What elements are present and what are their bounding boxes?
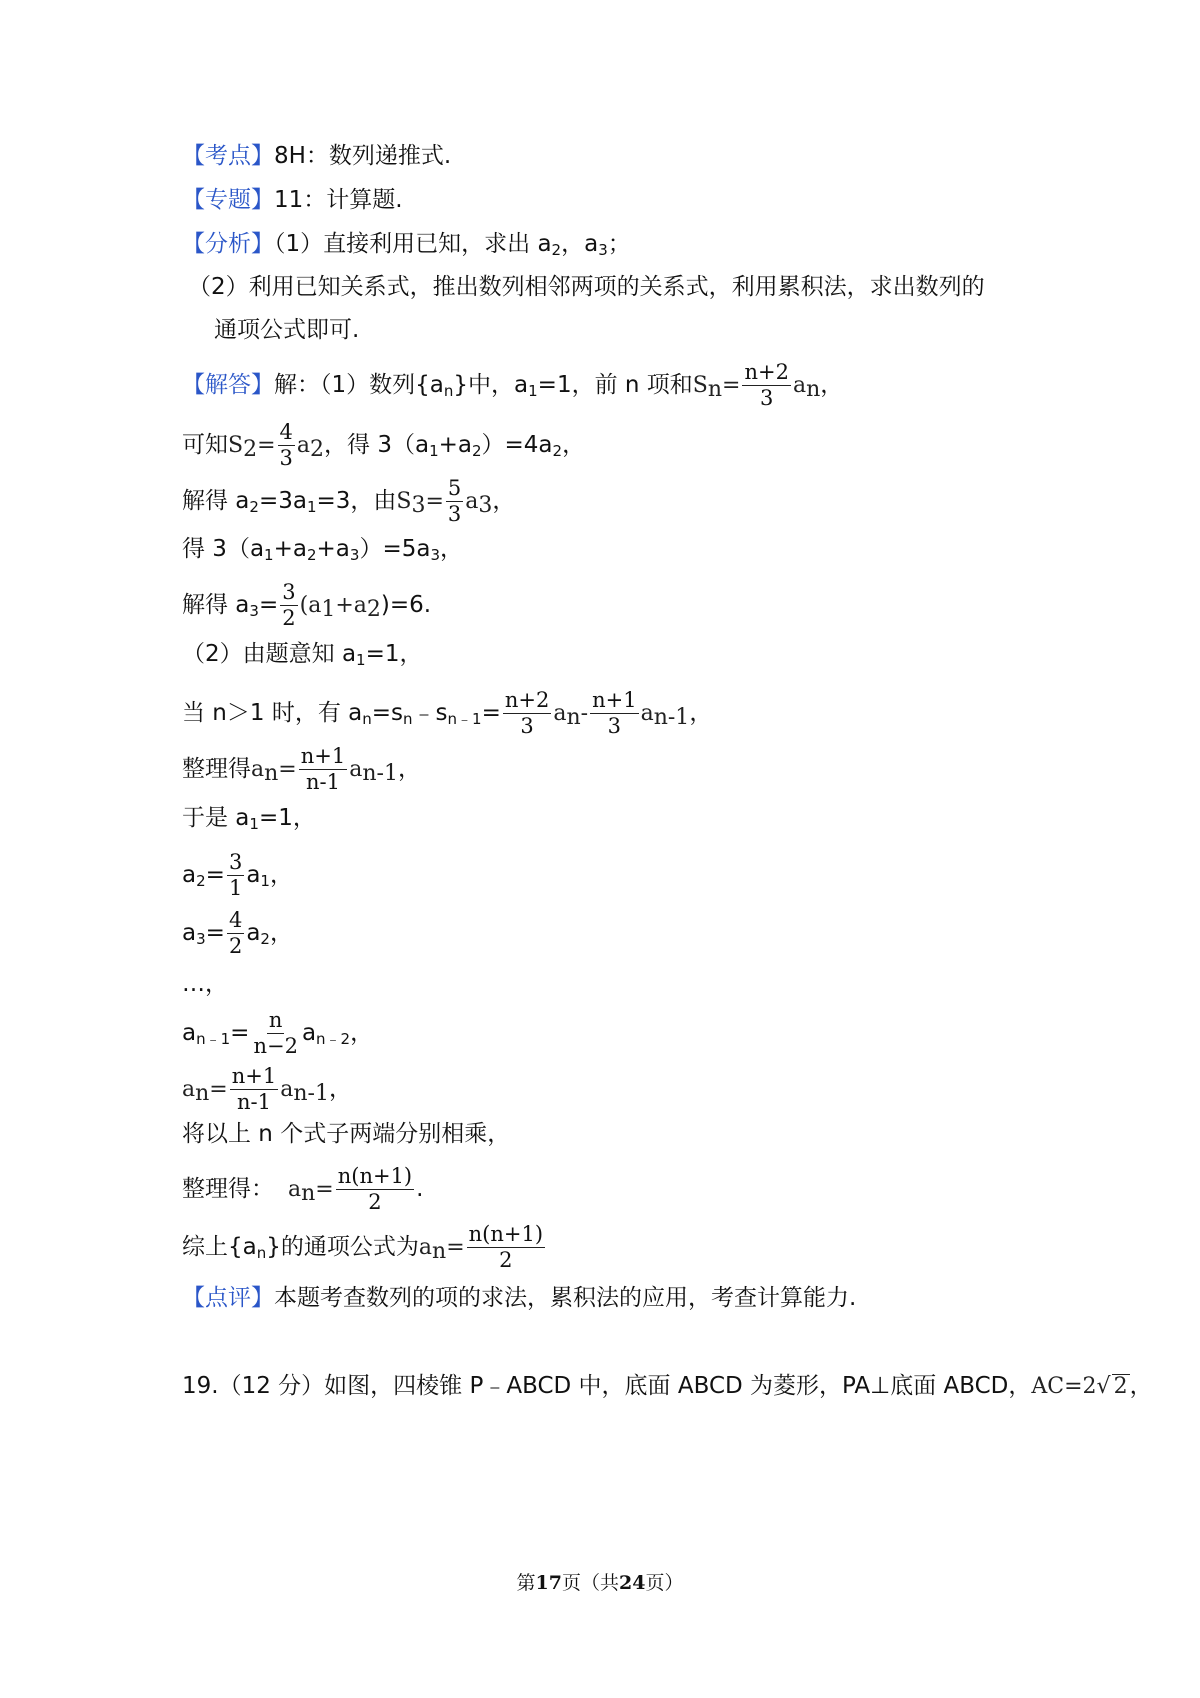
math-a: a bbox=[349, 757, 363, 782]
text: = bbox=[258, 592, 279, 618]
subscript: 3 bbox=[196, 930, 206, 948]
text: ， bbox=[820, 372, 844, 398]
text: a bbox=[301, 1020, 317, 1046]
subscript: 1 bbox=[356, 651, 366, 669]
numerator: 4 bbox=[279, 420, 293, 444]
math-a: a bbox=[418, 1235, 433, 1260]
text: = bbox=[205, 862, 225, 888]
denominator: 3 bbox=[447, 502, 462, 526]
denominator: 2 bbox=[368, 1190, 382, 1214]
subscript: n bbox=[566, 705, 581, 730]
footer-text: 页） bbox=[645, 1572, 684, 1594]
fraction bbox=[467, 1224, 545, 1271]
fraction bbox=[227, 910, 244, 957]
subscript: n bbox=[443, 382, 454, 400]
subscript: n bbox=[195, 1081, 210, 1106]
math-s: S bbox=[396, 489, 412, 514]
text: ， bbox=[269, 920, 293, 946]
jieda-line-6 bbox=[182, 638, 423, 670]
text: =3a bbox=[258, 488, 307, 514]
denominator: 2 bbox=[228, 934, 243, 958]
text: ， bbox=[269, 862, 293, 888]
numerator: 4 bbox=[228, 908, 243, 932]
jieda-line-11 bbox=[182, 910, 293, 957]
text: +a bbox=[316, 536, 350, 562]
subscript: 2 bbox=[310, 437, 325, 462]
numerator: n+1 bbox=[231, 1064, 277, 1088]
dianping-text: 本题考查数列的项的求法，累积法的应用，考查计算能力. bbox=[274, 1285, 857, 1311]
subscript: n-1 bbox=[293, 1081, 329, 1106]
math-eq: = bbox=[722, 373, 741, 398]
text: 整理得 bbox=[182, 756, 251, 782]
numerator: n+2 bbox=[504, 688, 550, 712]
text: a bbox=[246, 862, 261, 888]
zhuanti-tag: 【专题】 bbox=[182, 187, 274, 213]
denominator: n−2 bbox=[253, 1034, 298, 1058]
kaodian-text: 8H：数列递推式. bbox=[274, 143, 452, 169]
math-minus: - bbox=[580, 701, 589, 726]
jieda-line-2 bbox=[182, 422, 585, 469]
sqrt-radicand: 2 bbox=[1113, 1374, 1128, 1399]
jieda-line-4 bbox=[182, 533, 463, 565]
text: 整理得： bbox=[182, 1176, 274, 1202]
math-s: S bbox=[228, 433, 244, 458]
jieda-line-14 bbox=[182, 1066, 352, 1113]
fenxi-text-3: ； bbox=[607, 231, 631, 257]
text: ﹣s bbox=[412, 700, 448, 726]
math-a: a bbox=[251, 757, 265, 782]
text: 解：（1）数列{a bbox=[274, 372, 444, 398]
dianping-line bbox=[182, 1282, 856, 1314]
subscript: 1 bbox=[306, 498, 317, 516]
text: 解得 a bbox=[182, 488, 250, 514]
denominator: 3 bbox=[760, 386, 774, 410]
subscript: n-1 bbox=[653, 705, 690, 730]
math-eq: = bbox=[278, 757, 297, 782]
subscript: 2 bbox=[471, 442, 482, 460]
jieda-line-15: 将以上 n 个式子两端分别相乘， bbox=[182, 1121, 511, 1147]
subscript: 3 bbox=[349, 546, 360, 564]
subscript: 3 bbox=[478, 493, 493, 518]
math-eq: = bbox=[315, 1177, 334, 1202]
numerator: n bbox=[268, 1008, 283, 1032]
text: +a bbox=[438, 432, 472, 458]
text: }的通项公式为 bbox=[266, 1234, 419, 1260]
numerator: 3 bbox=[228, 850, 243, 874]
text: 综上{a bbox=[182, 1234, 257, 1260]
fraction bbox=[278, 422, 295, 469]
fraction bbox=[251, 1010, 299, 1057]
text: =1， bbox=[365, 641, 423, 667]
fenxi-line-2: （2）利用已知关系式，推出数列相邻两项的关系式，利用累积法，求出数列的 bbox=[188, 274, 985, 300]
zhuanti-text: 11：计算题. bbox=[274, 187, 403, 213]
subscript: 2 bbox=[552, 442, 563, 460]
kaodian-line bbox=[182, 140, 451, 172]
denominator: 3 bbox=[607, 714, 622, 738]
math-eq: = bbox=[425, 489, 444, 514]
subscript: 2 bbox=[260, 930, 270, 948]
subscript: 3 bbox=[411, 493, 426, 518]
subscript: n bbox=[362, 710, 372, 728]
jieda-line-1 bbox=[182, 362, 843, 409]
math-eq: = bbox=[446, 1235, 465, 1260]
text: ， bbox=[1129, 1373, 1153, 1399]
subscript: n bbox=[256, 1244, 267, 1262]
denominator: 2 bbox=[499, 1248, 513, 1272]
fraction bbox=[503, 690, 551, 737]
zhuanti-line bbox=[182, 184, 403, 216]
q19-ac: AC=2 bbox=[1031, 1374, 1097, 1399]
subscript: n bbox=[403, 710, 413, 728]
text: = bbox=[230, 1020, 250, 1046]
text: = bbox=[205, 920, 225, 946]
denominator: 2 bbox=[282, 606, 296, 630]
math-a: a bbox=[288, 1177, 302, 1202]
text: 当 n＞1 时，有 a bbox=[182, 700, 363, 726]
text: }中，a bbox=[453, 372, 529, 398]
subscript: n bbox=[432, 1239, 447, 1264]
math-a: a bbox=[792, 373, 807, 398]
math-a: a bbox=[465, 489, 479, 514]
numerator: n+1 bbox=[300, 744, 346, 768]
text: ， bbox=[439, 536, 463, 562]
question-19 bbox=[182, 1370, 1153, 1403]
subscript: 2 bbox=[551, 241, 562, 259]
math-a: a bbox=[182, 1077, 196, 1102]
fenxi-text-1: （1）直接利用已知，求出 a bbox=[274, 231, 552, 257]
jieda-line-12: …， bbox=[182, 971, 228, 997]
page-number: 17 bbox=[535, 1572, 562, 1594]
text: ）=4a bbox=[481, 432, 553, 458]
fenxi-line-1 bbox=[182, 228, 631, 260]
text: =1，前 n 项和 bbox=[537, 372, 693, 398]
jieda-line-17 bbox=[182, 1224, 547, 1271]
text: a bbox=[182, 920, 197, 946]
subscript: 1 bbox=[429, 442, 439, 460]
text: 可知 bbox=[182, 432, 228, 458]
text: +a bbox=[273, 536, 307, 562]
text: ， bbox=[397, 756, 421, 782]
math-eq: = bbox=[209, 1077, 228, 1102]
math-a: a bbox=[640, 701, 654, 726]
subscript: 1 bbox=[528, 382, 538, 400]
subscript: n﹣2 bbox=[316, 1030, 351, 1048]
page-footer bbox=[0, 1568, 1200, 1595]
numerator: 5 bbox=[447, 476, 462, 500]
subscript: 1 bbox=[260, 872, 270, 890]
math-a: a bbox=[296, 433, 311, 458]
jieda-line-3 bbox=[182, 478, 515, 525]
subscript: 3 bbox=[430, 546, 440, 564]
subscript: 3 bbox=[598, 241, 608, 259]
text: ， bbox=[689, 700, 713, 726]
text: ， bbox=[328, 1076, 352, 1102]
numerator: n+2 bbox=[744, 360, 789, 384]
fraction bbox=[299, 746, 347, 793]
numerator: 3 bbox=[282, 580, 296, 604]
subscript: n﹣1 bbox=[447, 710, 482, 728]
text: a bbox=[182, 1020, 197, 1046]
text: 于是 a bbox=[182, 805, 250, 831]
fraction bbox=[742, 362, 790, 409]
text: . bbox=[416, 1176, 424, 1202]
math-a: a bbox=[280, 1077, 294, 1102]
text: ， bbox=[562, 432, 586, 458]
jieda-line-9 bbox=[182, 802, 316, 834]
math-a: a bbox=[553, 701, 567, 726]
subscript: 1 bbox=[264, 546, 274, 564]
jieda-tag: 【解答】 bbox=[182, 372, 274, 398]
fraction bbox=[230, 1066, 278, 1113]
numerator: n+1 bbox=[592, 688, 637, 712]
subscript: n bbox=[301, 1181, 316, 1206]
footer-text: 页（共 bbox=[561, 1572, 619, 1594]
text: 得 3（a bbox=[182, 536, 265, 562]
text: )=6. bbox=[380, 592, 432, 618]
subscript: 1 bbox=[321, 597, 336, 622]
text: 解得 a bbox=[182, 592, 250, 618]
jieda-line-13 bbox=[182, 1010, 373, 1057]
fraction bbox=[336, 1166, 414, 1213]
fraction bbox=[227, 852, 244, 899]
text: a bbox=[182, 862, 197, 888]
sqrt-sign: √ bbox=[1096, 1374, 1111, 1399]
denominator: 3 bbox=[520, 714, 534, 738]
jieda-line-8 bbox=[182, 746, 421, 793]
dianping-tag: 【点评】 bbox=[182, 1285, 274, 1311]
text: ，得 3（a bbox=[324, 432, 430, 458]
subscript: 1 bbox=[249, 815, 259, 833]
subscript: 2 bbox=[249, 498, 259, 516]
numerator: n(n+1) bbox=[337, 1164, 413, 1188]
denominator: 1 bbox=[228, 876, 243, 900]
denominator: n-1 bbox=[305, 770, 340, 794]
jieda-line-16 bbox=[182, 1166, 423, 1213]
kaodian-tag: 【考点】 bbox=[182, 143, 274, 169]
subscript: n bbox=[264, 761, 279, 786]
math-eq: = bbox=[257, 433, 276, 458]
subscript: 3 bbox=[249, 602, 259, 620]
subscript: 2 bbox=[243, 437, 258, 462]
text: ）=5a bbox=[359, 536, 431, 562]
jieda-line-10 bbox=[182, 852, 293, 899]
jieda-line-7 bbox=[182, 690, 712, 737]
fraction bbox=[446, 478, 463, 525]
fenxi-tag: 【分析】 bbox=[182, 231, 274, 257]
subscript: n-1 bbox=[362, 761, 398, 786]
text: =1， bbox=[258, 805, 316, 831]
q19-text: 19.（12 分）如图，四棱锥 P﹣ABCD 中，底面 ABCD 为菱形，PA⊥底面 ABCD， bbox=[182, 1373, 1032, 1399]
text: ， bbox=[350, 1020, 374, 1046]
text: （2）由题意知 a bbox=[182, 641, 357, 667]
math-a: (a bbox=[299, 593, 322, 618]
subscript: 2 bbox=[196, 872, 206, 890]
denominator: n-1 bbox=[236, 1090, 271, 1114]
subscript: n bbox=[707, 377, 723, 402]
total-pages: 24 bbox=[619, 1572, 646, 1594]
fenxi-line-3: 通项公式即可. bbox=[214, 317, 360, 343]
subscript: 2 bbox=[366, 597, 381, 622]
text: =3，由 bbox=[316, 488, 397, 514]
subscript: n﹣1 bbox=[196, 1030, 231, 1048]
footer-text: 第 bbox=[516, 1572, 536, 1594]
subscript: 2 bbox=[306, 546, 317, 564]
jieda-line-5 bbox=[182, 582, 431, 629]
text: ， bbox=[492, 488, 516, 514]
math-a: +a bbox=[335, 593, 367, 618]
subscript: n bbox=[806, 377, 821, 402]
text: = bbox=[481, 700, 501, 726]
denominator: 3 bbox=[279, 446, 293, 470]
text: =s bbox=[371, 700, 404, 726]
numerator: n(n+1) bbox=[468, 1222, 544, 1246]
fenxi-text-2: ，a bbox=[561, 231, 599, 257]
fraction bbox=[590, 690, 638, 737]
math-s: S bbox=[692, 373, 708, 398]
text: a bbox=[246, 920, 261, 946]
fraction bbox=[280, 582, 297, 629]
